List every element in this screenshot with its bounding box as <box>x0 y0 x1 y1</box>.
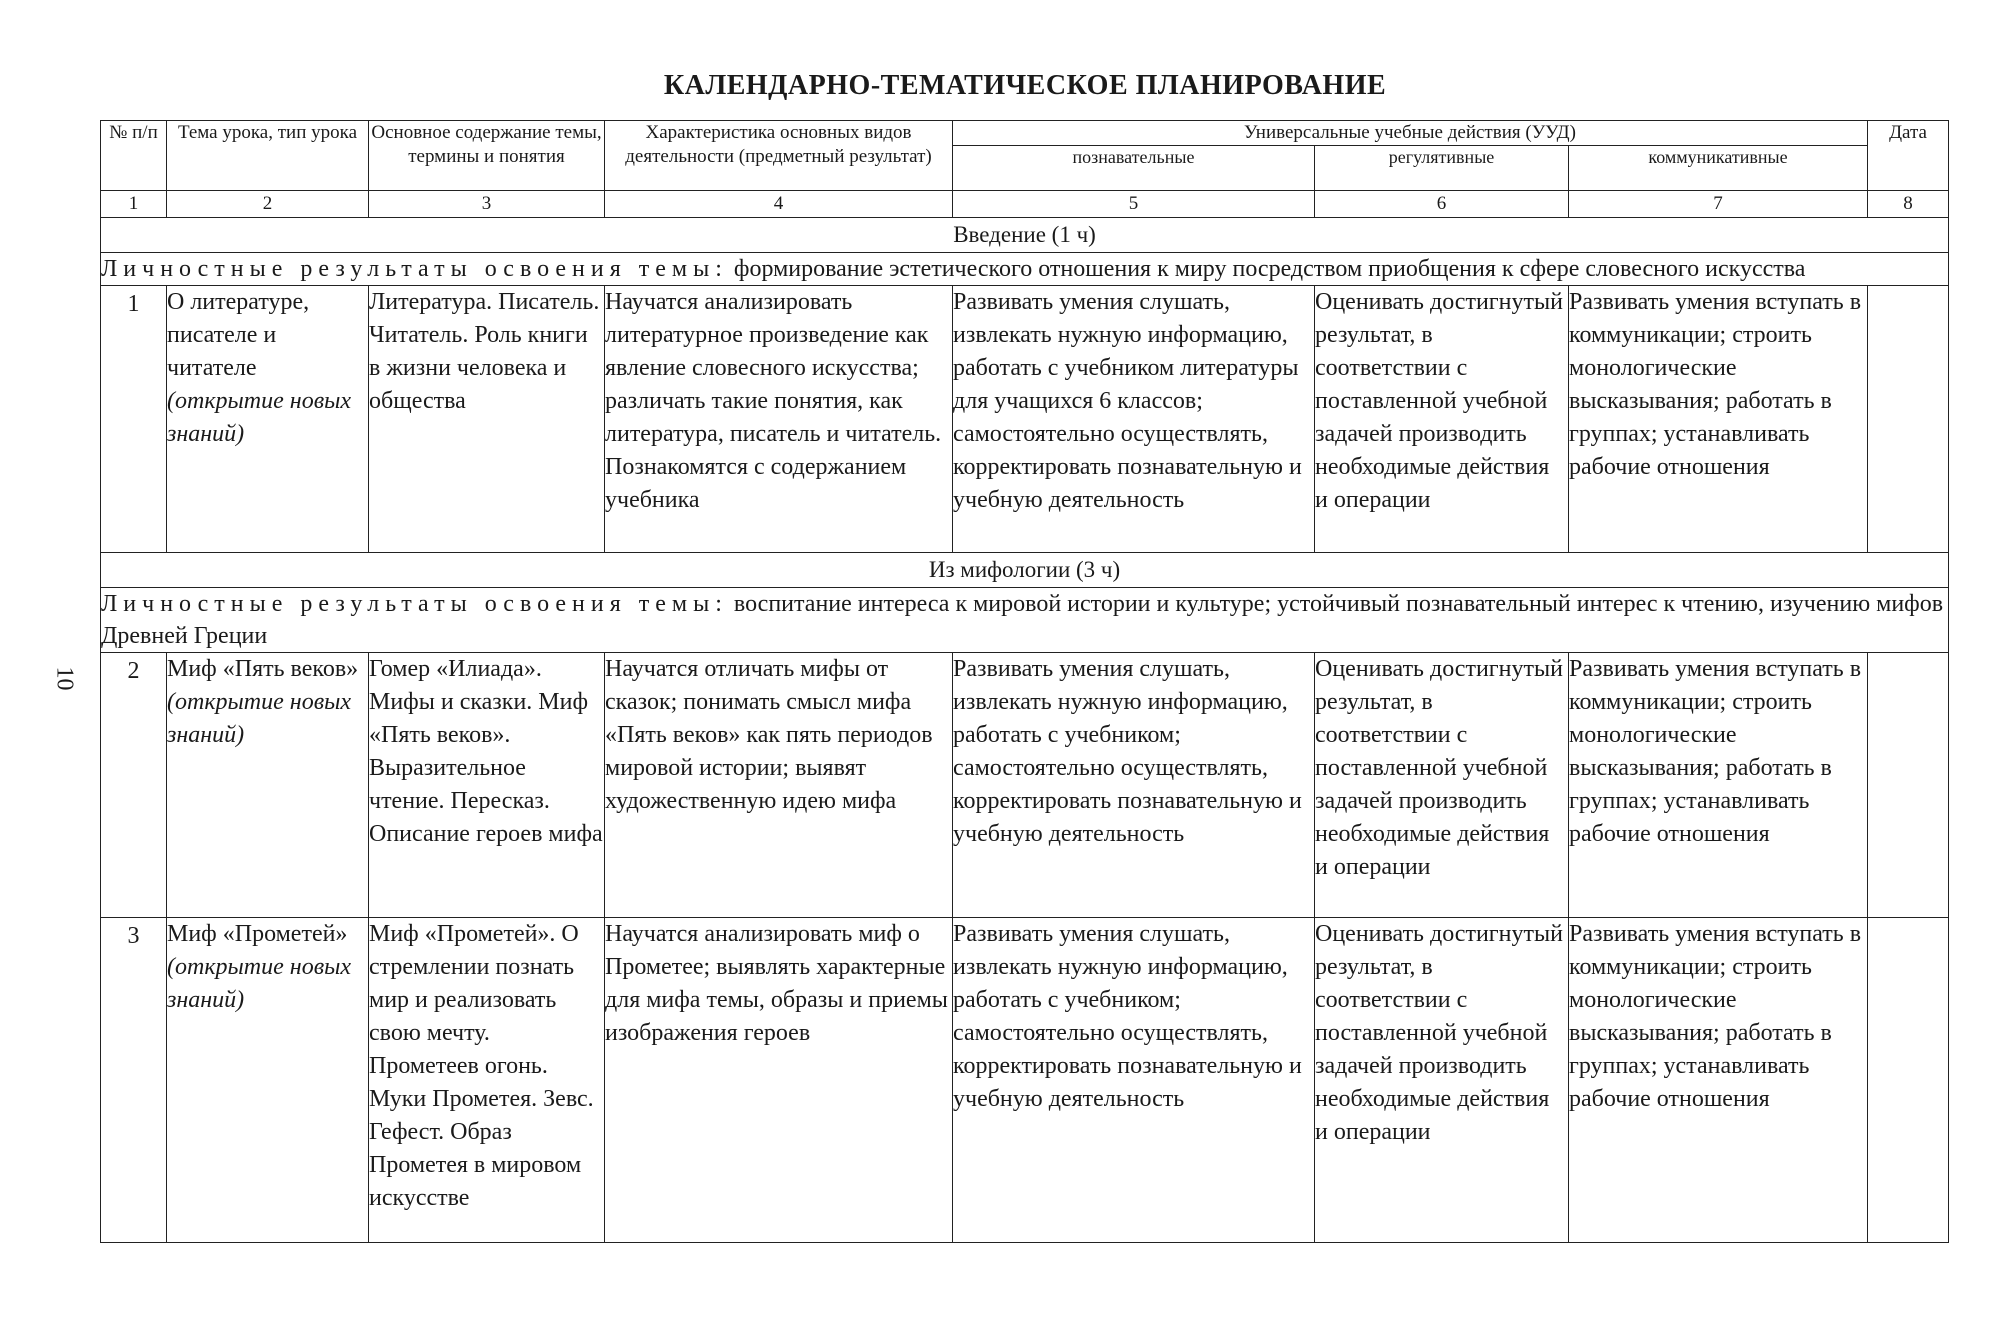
lesson-activity: Научатся отличать мифы от сказок; понимать смысл мифа «Пять веков» как пять периодов мировой истории; выявят художественную идею мифа <box>605 653 953 918</box>
lesson-type: (открытие новых знаний) <box>167 388 352 447</box>
section-row <box>101 218 1949 253</box>
lesson-content: Гомер «Илиада». Мифы и сказки. Миф «Пять веков». Выразительное чтение. Пересказ. Описание героев мифа <box>369 653 605 918</box>
personal-results-text: воспитание интереса к мировой истории и культуре; устойчивый познавательный интерес к чтению, изучению мифов Древней Греции <box>101 591 1944 649</box>
lesson-cognitive: Развивать умения слушать, извлекать нужную информацию, работать с учебником; самостоятельно осуществлять, корректировать познавательную и учебную деятельность <box>953 653 1315 918</box>
lesson-date <box>1868 918 1949 1243</box>
lesson-number: 2 <box>101 653 167 918</box>
lesson-number: 3 <box>101 918 167 1243</box>
lesson-regulatory: Оценивать достигнутый результат, в соответствии с поставленной учебной задачей производить необходимые действия и операции <box>1315 286 1569 553</box>
planning-table <box>100 120 1949 1243</box>
personal-results-row <box>101 253 1949 286</box>
personal-results-text: формирование эстетического отношения к миру посредством приобщения к сфере словесного искусства <box>727 256 1806 282</box>
header-topic: Тема урока, тип урока <box>167 121 369 191</box>
lesson-type: (открытие новых знаний) <box>167 689 352 748</box>
column-number: 1 <box>101 191 167 218</box>
lesson-type: (открытие новых знаний) <box>167 954 352 1013</box>
column-number: 2 <box>167 191 369 218</box>
personal-results-row <box>101 588 1949 653</box>
lesson-topic-cell <box>167 918 369 1243</box>
lesson-row <box>101 286 1949 553</box>
header-cognitive: познавательные <box>953 146 1315 191</box>
page-number: 10 <box>51 666 78 691</box>
header-communicative: коммуникативные <box>1569 146 1868 191</box>
lesson-content: Литература. Писатель. Читатель. Роль книги в жизни человека и общества <box>369 286 605 553</box>
lesson-communicative: Развивать умения вступать в коммуникации; строить монологические высказывания; работать в группах; устанавливать рабочие отношения <box>1569 653 1868 918</box>
lesson-content: Миф «Прометей». О стремлении познать мир и реализовать свою мечту. Прометеев огонь. Муки Прометея. Зевс. Гефест. Образ Прометея в мировом искусстве <box>369 918 605 1243</box>
lesson-date <box>1868 653 1949 918</box>
lesson-regulatory: Оценивать достигнутый результат, в соответствии с поставленной учебной задачей производить необходимые действия и операции <box>1315 918 1569 1243</box>
column-number: 6 <box>1315 191 1569 218</box>
section-title: Из мифологии (3 ч) <box>101 553 1949 588</box>
column-number: 7 <box>1569 191 1868 218</box>
personal-results <box>101 588 1949 653</box>
lesson-topic: Миф «Пять веков» <box>167 656 359 682</box>
lesson-topic-cell <box>167 653 369 918</box>
header-row <box>101 121 1949 146</box>
header-activity: Характеристика основных видов деятельности (предметный результат) <box>605 121 953 191</box>
personal-results <box>101 253 1949 286</box>
lesson-row <box>101 653 1949 918</box>
lesson-topic: Миф «Прометей» <box>167 921 348 947</box>
lesson-communicative: Развивать умения вступать в коммуникации; строить монологические высказывания; работать в группах; устанавливать рабочие отношения <box>1569 918 1868 1243</box>
header-date: Дата <box>1868 121 1949 191</box>
lesson-date <box>1868 286 1949 553</box>
lesson-communicative: Развивать умения вступать в коммуникации; строить монологические высказывания; работать в группах; устанавливать рабочие отношения <box>1569 286 1868 553</box>
lesson-number: 1 <box>101 286 167 553</box>
section-title: Введение (1 ч) <box>101 218 1949 253</box>
lesson-cognitive: Развивать умения слушать, извлекать нужную информацию, работать с учебником литературы для учащихся 6 классов; самостоятельно осуществлять, корректировать познавательную и учебную деятельность <box>953 286 1315 553</box>
lesson-activity: Научатся анализировать литературное произведение как явление словесного искусства; различать такие понятия, как литература, писатель и читатель. Познакомятся с содержанием учебника <box>605 286 953 553</box>
personal-results-label: Личностные результаты освоения темы: <box>101 591 728 617</box>
column-number: 3 <box>369 191 605 218</box>
section-row <box>101 553 1949 588</box>
lesson-cognitive: Развивать умения слушать, извлекать нужную информацию, работать с учебником; самостоятельно осуществлять, корректировать познавательную и учебную деятельность <box>953 918 1315 1243</box>
page-title: КАЛЕНДАРНО-ТЕМАТИЧЕСКОЕ ПЛАНИРОВАНИЕ <box>663 70 1387 101</box>
column-number: 8 <box>1868 191 1949 218</box>
column-number: 5 <box>953 191 1315 218</box>
lesson-regulatory: Оценивать достигнутый результат, в соответствии с поставленной учебной задачей производить необходимые действия и операции <box>1315 653 1569 918</box>
column-numbers-row <box>101 191 1949 218</box>
lesson-row <box>101 918 1949 1243</box>
lesson-activity: Научатся анализировать миф о Прометее; выявлять характерные для мифа темы, образы и приемы изображения героев <box>605 918 953 1243</box>
lesson-topic-cell <box>167 286 369 553</box>
personal-results-label: Личностные результаты освоения темы: <box>101 256 728 282</box>
header-uud: Универсальные учебные действия (УУД) <box>953 121 1868 146</box>
header-number: № п/п <box>101 121 167 191</box>
lesson-topic: О литературе, писателе и читателе <box>167 289 310 381</box>
column-number: 4 <box>605 191 953 218</box>
header-regulatory: регулятивные <box>1315 146 1569 191</box>
header-content: Основное содержание темы, термины и понятия <box>369 121 605 191</box>
